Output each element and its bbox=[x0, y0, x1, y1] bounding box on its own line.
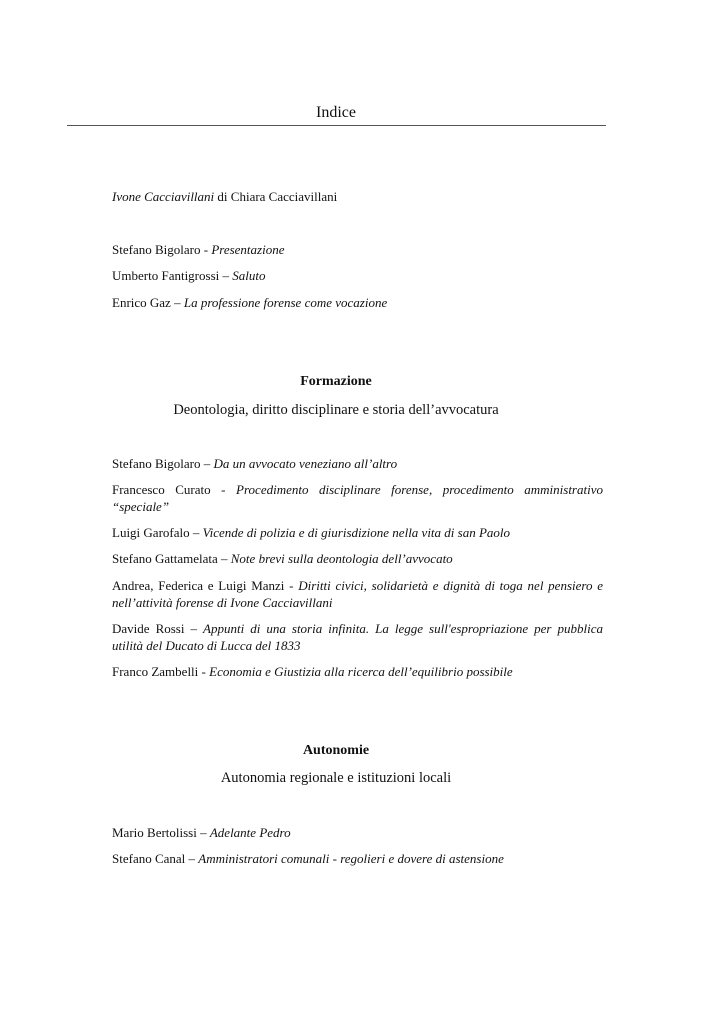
entry-author: Luigi Garofalo bbox=[112, 525, 190, 540]
entry-author: Davide Rossi bbox=[112, 621, 185, 636]
entry-work: Saluto bbox=[232, 268, 266, 283]
entry-work: Da un avvocato veneziano all’altro bbox=[213, 456, 398, 471]
toc-entry: Davide Rossi – Appunti di una storia infinita. La legge sull'espropriazione per pubblica utilità del Ducato di Lucca del 1833 bbox=[112, 621, 603, 653]
entry-author: Stefano Gattamelata bbox=[112, 551, 218, 566]
page-title: Indice bbox=[316, 104, 356, 121]
entry-work: Adelante Pedro bbox=[209, 825, 291, 840]
section-heading-autonomie: Autonomie bbox=[302, 743, 370, 758]
entry-suffix: di Chiara Cacciavillani bbox=[214, 189, 338, 204]
entry-work: Amministratori comunali - regolieri e dovere di astensione bbox=[198, 851, 504, 866]
entry-work: Ivone Cacciavillani bbox=[112, 189, 215, 204]
entry-work: La professione forense come vocazione bbox=[183, 295, 388, 310]
toc-entry: Enrico Gaz – La professione forense come vocazione bbox=[112, 295, 388, 310]
section-subheading-autonomie: Autonomia regionale e istituzioni locali bbox=[220, 770, 452, 786]
entry-work: Economia e Giustizia alla ricerca dell’equilibrio possibile bbox=[209, 664, 513, 679]
entry-author: Enrico Gaz bbox=[112, 295, 171, 310]
toc-entry: Stefano Canal – Amministratori comunali - regolieri e dovere di astensione bbox=[112, 851, 504, 866]
entry-work: Presentazione bbox=[211, 242, 285, 257]
toc-entry: Stefano Bigolaro – Da un avvocato veneziano all’altro bbox=[112, 456, 398, 471]
entry-author: Franco Zambelli bbox=[112, 664, 199, 679]
toc-entry: Umberto Fantigrossi – Saluto bbox=[112, 268, 266, 283]
entry-author: Stefano Bigolaro bbox=[112, 242, 201, 257]
toc-entry: Luigi Garofalo – Vicende di polizia e di giurisdizione nella vita di san Paolo bbox=[112, 525, 511, 540]
title-divider bbox=[67, 125, 606, 126]
toc-entry: Stefano Gattamelata – Note brevi sulla deontologia dell’avvocato bbox=[112, 551, 453, 566]
toc-entry-intro bbox=[112, 189, 603, 206]
entry-work: Procedimento disciplinare forense, procedimento amministrativo “speciale” bbox=[112, 482, 603, 514]
entry-author: Francesco Curato bbox=[112, 482, 211, 497]
entry-author: Stefano Canal bbox=[112, 851, 186, 866]
entry-work: Note brevi sulla deontologia dell’avvocato bbox=[230, 551, 453, 566]
toc-entry: Franco Zambelli - Economia e Giustizia alla ricerca dell’equilibrio possibile bbox=[112, 664, 513, 679]
entry-work: Diritti civici, solidarietà e dignità di toga nel pensiero e nell’attività forense di Ivone Cacciavillani bbox=[112, 578, 603, 610]
toc-entry: Stefano Bigolaro - Presentazione bbox=[112, 242, 285, 257]
toc-entry: Francesco Curato - Procedimento disciplinare forense, procedimento amministrativo “speciale” bbox=[112, 482, 603, 514]
section-heading-formazione: Formazione bbox=[300, 374, 372, 389]
entry-author: Umberto Fantigrossi bbox=[112, 268, 220, 283]
entry-author: Andrea, Federica e Luigi Manzi bbox=[112, 578, 285, 593]
entry-work: Vicende di polizia e di giurisdizione nella vita di san Paolo bbox=[202, 525, 511, 540]
section-subheading-formazione: Deontologia, diritto disciplinare e storia dell’avvocatura bbox=[173, 402, 499, 418]
toc-entry: Andrea, Federica e Luigi Manzi - Diritti civici, solidarietà e dignità di toga nel pensiero e nell’attività forense di Ivone Cacciavillani bbox=[112, 578, 603, 610]
entry-work: Appunti di una storia infinita. La legge sull'espropriazione per pubblica utilità del Ducato di Lucca del 1833 bbox=[112, 621, 603, 653]
entry-author: Stefano Bigolaro bbox=[112, 456, 201, 471]
entry-author: Mario Bertolissi bbox=[112, 825, 197, 840]
toc-entry: Mario Bertolissi – Adelante Pedro bbox=[112, 825, 291, 840]
